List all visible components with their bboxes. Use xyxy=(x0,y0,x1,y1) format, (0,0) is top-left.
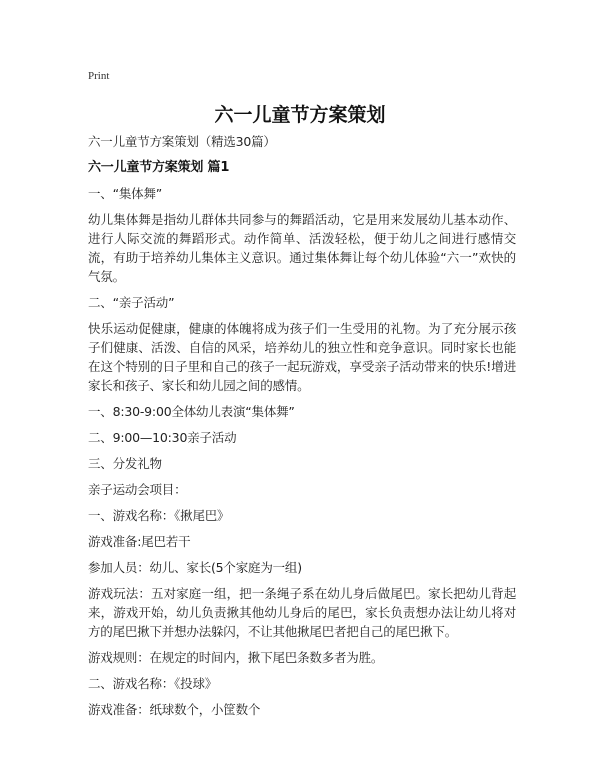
section-title: 六一儿童节方案策划 篇1 xyxy=(88,160,230,175)
item2-body: 快乐运动促健康，健康的体魄将成为孩子们一生受用的礼物。为了充分展示孩子们健康、活泼、自信的风采，培养幼儿的独立性和竞争意识。同时家长也能在这个特别的日子里和自己的孩子一起玩游戏，享受亲子活动带来的快乐!增进家长和孩子、家长和幼儿园之间的感情。 xyxy=(88,321,516,393)
game1-play: 游戏玩法：五对家庭一组，把一条绳子系在幼儿身后做尾巴。家长把幼儿背起来，游戏开始，幼儿负责揪其他幼儿身后的尾巴，家长负责想办法让幼儿将对方的尾巴揪下并想办法躲闪，不让其他揪尾巴者把自己的尾巴揪下。 xyxy=(88,586,516,639)
item1-heading: 一、“集体舞” xyxy=(88,186,163,201)
game1-prep: 游戏准备:尾巴若干 xyxy=(88,534,191,549)
schedule-item: 三、分发礼物 xyxy=(88,456,162,471)
item1-body: 幼儿集体舞是指幼儿群体共同参与的舞蹈活动，它是用来发展幼儿基本动作、进行人际交流的舞蹈形式。动作简单、活泼轻松，便于幼儿之间进行感情交流，有助于培养幼儿集体主义意识。通过集体舞让每个幼儿体验“六一”欢快的气氛。 xyxy=(88,212,516,284)
game1-people: 参加人员：幼儿、家长(5个家庭为一组) xyxy=(88,560,302,575)
doc-subtitle: 六一儿童节方案策划（精选30篇） xyxy=(88,134,276,149)
schedule-item: 一、8:30-9:00全体幼儿表演“集体舞” xyxy=(88,404,295,419)
game2-prep: 游戏准备：纸球数个，小筐数个 xyxy=(88,702,261,717)
games-intro: 亲子运动会项目： xyxy=(88,482,187,497)
page-title: 六一儿童节方案策划 xyxy=(214,104,386,126)
game1-rules: 游戏规则：在规定的时间内，揪下尾巴条数多者为胜。 xyxy=(88,650,384,665)
item2-heading: 二、“亲子活动” xyxy=(88,295,175,310)
document-body xyxy=(88,132,516,726)
schedule-item: 二、9:00—10:30亲子活动 xyxy=(88,430,237,445)
game2-name: 二、游戏名称：《投球》 xyxy=(88,676,218,691)
game1-name: 一、游戏名称：《揪尾巴》 xyxy=(88,508,230,523)
print-label: Print xyxy=(88,70,110,82)
